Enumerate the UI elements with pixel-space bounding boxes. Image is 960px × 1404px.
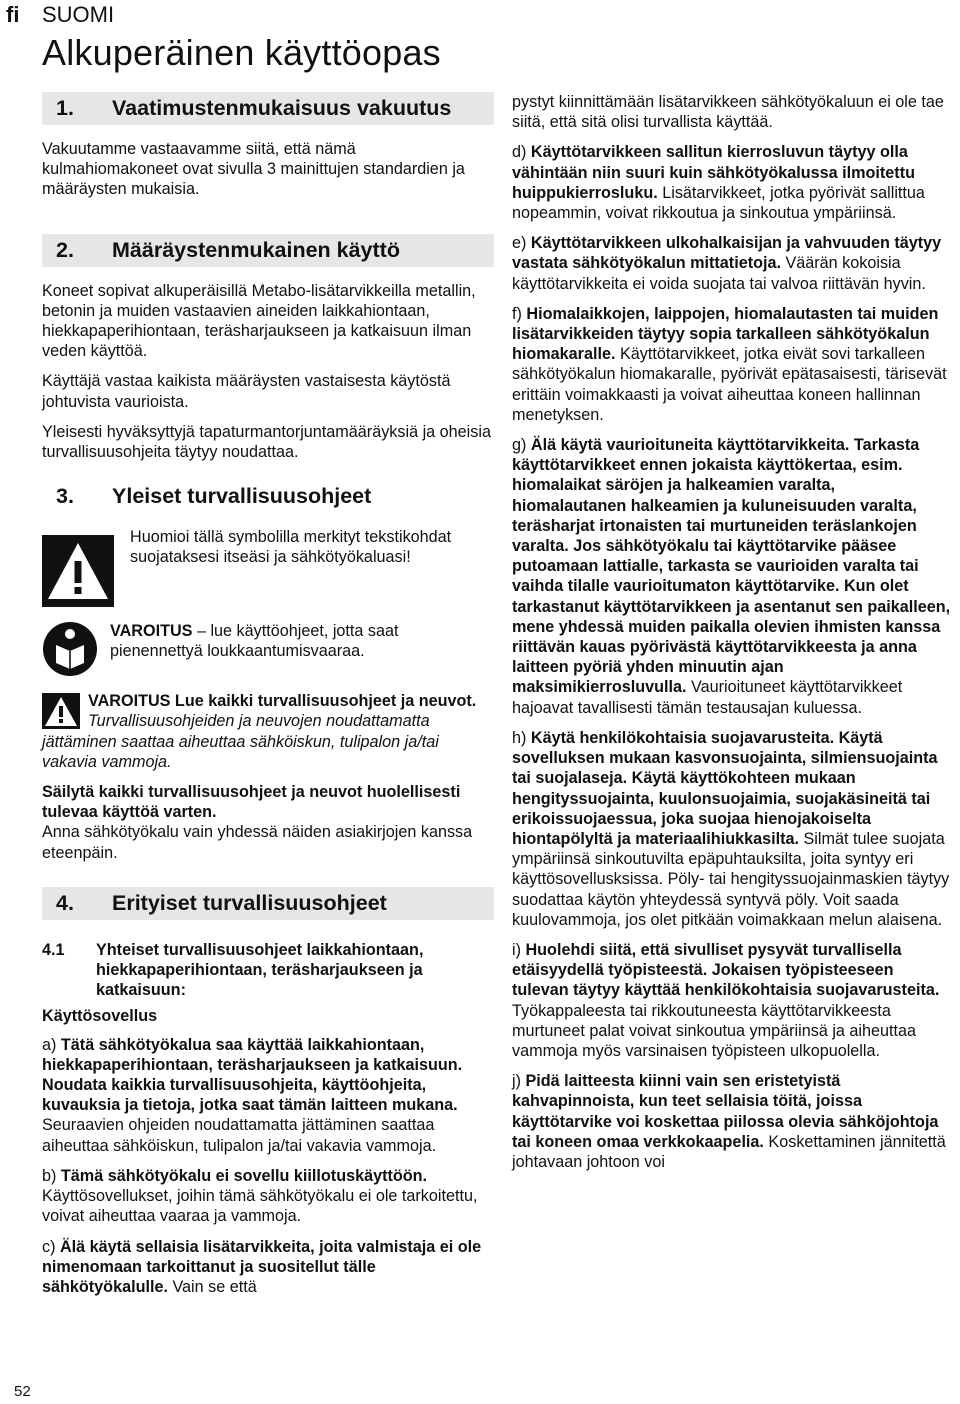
item-c-continued: pystyt kiinnittämään lisätarvikkeen sähkötyökaluun ei ole tae siitä, että sitä olisi turvallista käyttää.	[512, 93, 944, 132]
item-text: Lisätarvikkeet, jotka pyörivät sallittua nopeammin, voivat rikkoutua ja sinkoutua ympäriinsä.	[512, 183, 925, 223]
section-2-paragraph: Koneet sopivat alkuperäisillä Metabo-lisätarvikkeilla metallin, betonin ja muiden vastaavien aineiden laikkahiontaan, hiekkapaperihiontaan, teräsharjaukseen ja katkaisuun ilman veden käyttöä.	[42, 281, 476, 361]
page-number: 52	[14, 1383, 31, 1400]
item-b	[42, 1166, 494, 1227]
subsection-title: Yhteiset turvallisuusohjeet laikkahiontaan, hiekkapaperihiontaan, teräsharjaukseen ja katkaisuun:	[96, 940, 424, 1000]
item-letter: a)	[42, 1035, 61, 1054]
keep-instructions-label: Säilytä kaikki turvallisuusohjeet ja neuvot huolellisesti tulevaa käyttöä varten.	[42, 783, 461, 822]
section-number: 1.	[56, 96, 74, 120]
left-column	[42, 92, 494, 1307]
item-bold-text: Käyttötarvikkeen sallitun kierrosluvun täytyy olla vähintään niin suuri kuin sähkötyökalussa ilmoitettu huippukierrosluku.	[512, 143, 915, 202]
warning-triangle-icon	[42, 693, 80, 729]
item-letter: d)	[512, 143, 531, 162]
item-bold-text: Pidä laitteesta kiinni vain sen eristetyistä kahvapinnoista, kun teet sellaisia töitä, joissa käyttötarvike voi koskettaa piilossa olevia sähköjohtoja tai koneen omaa verkkokaapelia.	[512, 1072, 939, 1151]
pass-on-instructions: Anna sähkötyökalu vain yhdessä näiden asiakirjojen kanssa eteenpäin.	[42, 823, 473, 862]
item-text: Koskettaminen jännitettä johtavaan johtoon voi	[512, 1132, 946, 1171]
item-i	[512, 940, 952, 1061]
item-letter: i)	[512, 940, 526, 959]
section-title: Yleiset turvallisuusohjeet	[112, 484, 372, 509]
item-d	[512, 142, 952, 223]
item-c	[42, 1237, 494, 1298]
section-2-heading	[42, 234, 494, 267]
subsection-4-1-heading	[42, 940, 494, 1001]
section-title: Määräystenmukainen käyttö	[112, 237, 400, 262]
item-letter: f)	[512, 304, 527, 323]
item-j	[512, 1071, 952, 1172]
manual-warning-body: – lue käyttöohjeet, jotta saat pienennettyä loukkaantumisvaaraa.	[110, 622, 399, 661]
warning-symbol-note	[42, 527, 494, 607]
keep-instructions	[42, 782, 494, 822]
usage-heading: Käyttösovellus	[42, 1007, 158, 1026]
item-text: Silmät tulee suojata ympäriinsä sinkoutuvilta epäpuhtauksilta, joita syntyy eri käyttösovellusksissa. Pöly- tai hengityssuojainmaskien täytyy suodattaa käytön yhteydessä syntyvä pöly. Voit saada kuulovammoja, jos olet pitkään voimakkaan melun alaisena.	[512, 829, 950, 929]
warning-triangle-icon	[42, 535, 114, 607]
section-2-paragraph: Yleisesti hyväksyttyjä tapaturmantorjuntamääräyksiä ja oheisia turvallisuusohjeita täytyy noudattaa.	[42, 422, 491, 462]
item-text: Vain se että	[167, 1277, 257, 1296]
item-bold-text: Tämä sähkötyökalu ei sovellu kiillotuskäyttöön.	[60, 1166, 428, 1185]
item-bold-text: Älä käytä vaurioituneita käyttötarvikkeita. Tarkasta käyttötarvikkeet ennen jokaista käyttökertaa, esim. hiomalaikat säröjen ja halkeamien varalta, hiomalautanen halkeamien ja kuluneisuuden varalta, teräsharjat irtonaisten tai murtuneiden teräslankojen varalta. Jos sähkötyökalu tai käyttötarvike pääsee putoamaan lattialle, tarkasta se vaurioiden varalta tai vaihda tilalle vaurioitumaton käyttötarvike. Kun olet tarkastanut käyttötarvikkeen ja asentanut sen paikalleen, mene yhdessä muiden paikalla olevien ihmisten kanssa riittävän kauas pyörivästä käyttötarvikkeesta ja anna laitteen pyöriä yhden minuutin ajan maksimikierrosluvulla.	[512, 436, 951, 697]
section-3-heading	[42, 480, 494, 513]
language-code: fi	[6, 2, 20, 27]
item-letter: b)	[42, 1166, 61, 1185]
item-text: Väärän kokoisia käyttötarvikkeita ei voida suojata tai valvoa riittävän hyvin.	[512, 254, 926, 293]
section-2-paragraph: Käyttäjä vastaa kaikista määräysten vastaisesta käytöstä johtuvista vaurioista.	[42, 372, 451, 411]
section-4-heading	[42, 887, 494, 920]
item-text: Työkappaleesta tai rikkoutuneesta käyttötarvikkeesta murtuneet palat voivat sinkoutua ympäriinsä ja aiheuttaa vammoja myös varsinaisen työpisteen ulkopuolella.	[512, 1001, 917, 1060]
item-letter: h)	[512, 728, 531, 747]
section-number: 4.	[56, 890, 74, 915]
general-warning-label: VAROITUS Lue kaikki turvallisuusohjeet ja neuvot.	[88, 692, 477, 711]
section-1-body: Vakuutamme vastaavamme siitä, että nämä kulmahiomakoneet ovat sivulla 3 mainittujen standardien ja määräysten mukaisia.	[42, 140, 465, 199]
manual-warning-text	[110, 621, 494, 661]
right-column	[512, 92, 952, 1182]
item-letter: j)	[512, 1072, 526, 1091]
item-letter: e)	[512, 234, 531, 253]
item-e	[512, 233, 952, 294]
item-bold-text: Käyttötarvikkeen ulkohalkaisijan ja vahvuuden täytyy vastata sähkötyökalun mittatietoja.	[512, 234, 942, 273]
item-bold-text: Hiomalaikkojen, laippojen, hiomalautasten tai muiden lisätarvikkeiden täytyy sopia tarkalleen sähkötyökalun hiomakaralle.	[512, 304, 939, 364]
section-number: 3.	[56, 484, 74, 509]
section-number: 2.	[56, 237, 74, 262]
manual-warning	[42, 621, 494, 677]
item-h	[512, 728, 952, 930]
section-title: Erityiset turvallisuusohjeet	[112, 890, 387, 915]
item-bold-text: Käytä henkilökohtaisia suojavarusteita. Käytä sovelluksen mukaan kasvonsuojainta, silmiensuojainta tai suojalaseja. Käytä käyttökohteen mukaan hengityssuojainta, kuulonsuojaimia, suojakäsineitä tai erikoissuojaessua, joka suojaa hienojakoiselta hiontapölyltä ja materiaalihiukkasilta.	[512, 728, 938, 848]
item-g	[512, 435, 952, 718]
read-manual-icon	[42, 621, 98, 677]
language-name: SUOMI	[42, 2, 115, 27]
section-1-heading	[42, 92, 494, 125]
item-a	[42, 1035, 494, 1156]
section-title: Vaatimustenmukaisuus vakuutus	[112, 96, 452, 120]
item-bold-text: Huolehdi siitä, että sivulliset pysyvät turvallisella etäisyydellä työpisteestä. Jokaisen työpisteeseen tulevan täytyy käyttää henkilökohtaisia suojavarusteita.	[512, 940, 940, 1000]
item-letter: c)	[42, 1237, 60, 1256]
item-text: Vaurioituneet käyttötarvikkeet hajoavat tavallisesti tämän testausajan kuluessa.	[512, 678, 903, 717]
item-text: Käyttötarvikkeet, jotka eivät sovi tarkalleen sähkötyökalun hiomakaralle, pyörivät epätasaisesti, tärisevät erittäin voimakkaasti ja voivat aiheuttaa koneen hallinnan menetyksen.	[512, 345, 947, 424]
subsection-number: 4.1	[42, 940, 65, 959]
manual-warning-label: VAROITUS	[110, 622, 193, 641]
item-text: Käyttösovellukset, joihin tämä sähkötyökalu ei ole tarkoitettu, voivat aiheuttaa vaaraa ja vammoja.	[42, 1187, 478, 1226]
item-letter: g)	[512, 436, 531, 455]
general-warning-body: Turvallisuusohjeiden ja neuvojen noudattamatta jättäminen saattaa aiheuttaa sähköiskun, tulipalon ja/tai vakavia vammoja.	[42, 712, 439, 771]
document-title: Alkuperäinen käyttöopas	[42, 32, 441, 73]
item-f	[512, 304, 952, 425]
item-text: Seuraavien ohjeiden noudattamatta jättäminen saattaa aiheuttaa sähköiskun, tulipalon ja/tai vakavia vammoja.	[42, 1116, 437, 1155]
item-bold-text: Tätä sähkötyökalua saa käyttää laikkahiontaan, hiekkapaperihiontaan, teräsharjaukseen ja katkaisuun. Noudata kaikkia turvallisuusohjeita, käyttöohjeita, kuvauksia ja tietoja, jotka saat tämän laitteen mukana.	[42, 1035, 463, 1115]
symbol-note-text: Huomioi tällä symbolilla merkityt tekstikohdat suojataksesi itseäsi ja sähkötyökaluasi!	[130, 528, 452, 567]
general-warning	[42, 691, 494, 772]
item-bold-text: Älä käytä sellaisia lisätarvikkeita, joita valmistaja ei ole nimenomaan tarkoittanut ja suositellut tälle sähkötyökalulle.	[42, 1237, 482, 1296]
